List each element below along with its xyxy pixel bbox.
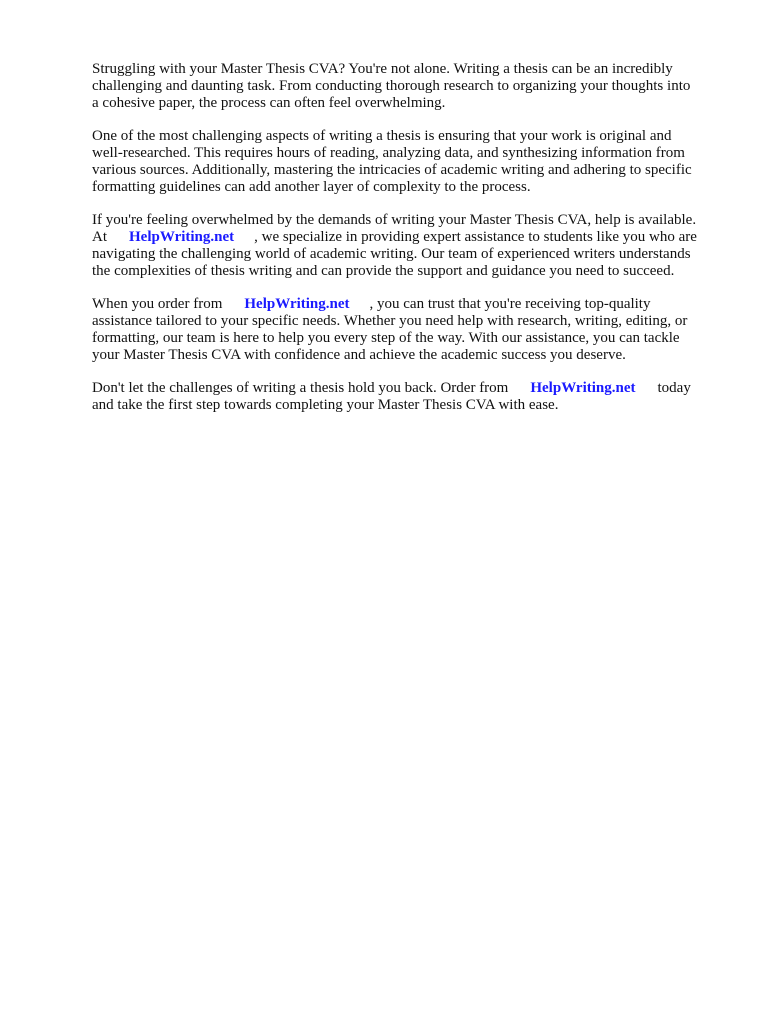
text-line: assistance tailored to your specific needs. Whether you need help with research, writing, editing, or (92, 313, 688, 329)
text-line (92, 229, 732, 246)
helpwriting-link[interactable]: HelpWriting.net (129, 229, 235, 245)
text-line: challenging and daunting task. From conducting thorough research to organizing your thoughts into (92, 78, 691, 94)
paragraph-closing (92, 380, 732, 414)
text-line: the complexities of thesis writing and can provide the support and guidance you need to succeed. (92, 263, 675, 279)
text-line (92, 296, 732, 313)
text-line: One of the most challenging aspects of writing a thesis is ensuring that your work is original and (92, 128, 672, 144)
text-line: Struggling with your Master Thesis CVA? You're not alone. Writing a thesis can be an incredibly (92, 61, 673, 77)
text-fragment: today (657, 380, 691, 396)
text-line: well-researched. This requires hours of reading, analyzing data, and synthesizing information from (92, 145, 685, 161)
text-line: and take the first step towards completing your Master Thesis CVA with ease. (92, 397, 559, 413)
text-fragment: When you order from (92, 296, 223, 312)
text-fragment: , we specialize in providing expert assistance to students like you who are (254, 229, 697, 245)
text-fragment: At (92, 229, 107, 245)
text-line: formatting guidelines can add another layer of complexity to the process. (92, 179, 531, 195)
paragraph-challenges (92, 128, 732, 196)
text-line: If you're feeling overwhelmed by the demands of writing your Master Thesis CVA, help is available. (92, 212, 697, 228)
text-fragment: Don't let the challenges of writing a thesis hold you back. Order from (92, 380, 509, 396)
text-fragment: , you can trust that you're receiving top-quality (369, 296, 651, 312)
text-line: formatting, our team is here to help you every step of the way. With our assistance, you can tackle (92, 330, 680, 346)
paragraph-help-available (92, 212, 732, 280)
helpwriting-link[interactable]: HelpWriting.net (244, 296, 350, 312)
text-line: navigating the challenging world of academic writing. Our team of experienced writers understands (92, 246, 691, 262)
helpwriting-link[interactable]: HelpWriting.net (530, 380, 636, 396)
text-line: various sources. Additionally, mastering the intricacies of academic writing and adhering to specific (92, 162, 692, 178)
text-line: a cohesive paper, the process can often feel overwhelming. (92, 95, 446, 111)
text-line (92, 380, 732, 397)
paragraph-order (92, 296, 732, 364)
paragraph-intro (92, 61, 732, 112)
document-body (92, 61, 732, 430)
text-line: your Master Thesis CVA with confidence and achieve the academic success you deserve. (92, 347, 626, 363)
